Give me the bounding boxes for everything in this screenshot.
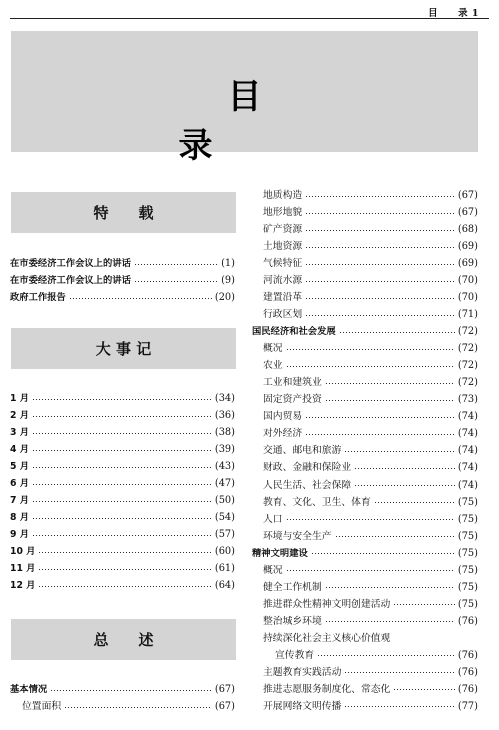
toc-entry[interactable]: [252, 324, 478, 340]
toc-entry[interactable]: [10, 527, 235, 543]
dot-leader: [325, 383, 455, 384]
toc-entry-title: 1 月: [10, 393, 30, 404]
toc-entry-title: 对外经济: [263, 428, 303, 440]
dot-leader: [344, 706, 455, 707]
toc-entry[interactable]: [275, 648, 478, 664]
toc-page-number: (77): [457, 700, 478, 712]
toc-page-number: (72): [457, 360, 478, 372]
toc-page-number: (68): [457, 224, 478, 236]
toc-page-number: (75): [457, 530, 478, 542]
toc-entry[interactable]: [263, 495, 478, 511]
toc-entry[interactable]: [10, 476, 235, 492]
toc-entry-title: 环境与安全生产: [263, 530, 332, 542]
toc-entry-title: 3 月: [10, 427, 30, 438]
toc-page-number: (75): [457, 581, 478, 593]
toc-entry[interactable]: [263, 239, 478, 255]
toc-entry-title: 教育、文化、卫生、体育: [263, 496, 371, 508]
toc-entry-title: 推进志愿服务制度化、常态化: [263, 683, 391, 695]
dot-leader: [305, 230, 455, 231]
toc-entry-title: 人口: [263, 513, 283, 525]
toc-entry[interactable]: [10, 408, 235, 424]
toc-entry[interactable]: [10, 544, 235, 560]
toc-page-number: (20): [214, 292, 235, 303]
toc-entry-title: 农业: [263, 360, 283, 372]
toc-page-number: (57): [214, 529, 235, 540]
toc-entry[interactable]: [263, 256, 478, 272]
toc-entry[interactable]: [263, 205, 478, 221]
toc-entry[interactable]: [263, 478, 478, 494]
toc-entry-title: 推进群众性精神文明创建活动: [263, 598, 391, 610]
dot-leader: [32, 450, 212, 451]
section-zongshu: 总 述: [11, 619, 236, 660]
toc-entry-title: 在市委经济工作会议上的讲话: [10, 275, 131, 286]
toc-entry-title: 精神文明建设: [252, 547, 308, 559]
toc-entry[interactable]: [263, 512, 478, 528]
toc-page-number: (72): [457, 343, 478, 355]
toc-page-number: (72): [457, 326, 478, 338]
dot-leader: [38, 552, 211, 553]
dot-leader: [32, 501, 212, 502]
dot-leader: [286, 519, 455, 520]
dot-leader: [50, 690, 212, 691]
toc-page-number: (76): [457, 649, 478, 661]
toc-page-number: (70): [457, 275, 478, 287]
toc-page-number: (34): [214, 393, 235, 404]
toc-page-number: (76): [457, 683, 478, 695]
dot-leader: [305, 196, 455, 197]
toc-page-number: (67): [214, 701, 235, 712]
dot-leader: [393, 604, 455, 605]
dot-leader: [374, 502, 455, 503]
toc-entry-title: 财政、金融和保险业: [263, 462, 352, 474]
dot-leader: [305, 281, 455, 282]
toc-page-number: (74): [457, 462, 478, 474]
toc-entry-title: 国民经济和社会发展: [252, 326, 336, 338]
toc-entry-title: 人民生活、社会保障: [263, 479, 352, 491]
toc-entry-title: 主题教育实践活动: [263, 666, 342, 678]
toc-entry-title: 政府工作报告: [10, 292, 66, 303]
dot-leader: [317, 655, 455, 656]
toc-page-number: (72): [457, 377, 478, 389]
toc-entry[interactable]: [263, 631, 478, 647]
toc-entry[interactable]: [263, 222, 478, 238]
toc-page-number: (38): [214, 427, 235, 438]
toc-entry-title: 概况: [263, 343, 283, 355]
toc-entry[interactable]: [263, 529, 478, 545]
dot-leader: [286, 349, 455, 350]
toc-entry[interactable]: [263, 563, 478, 579]
toc-entry-title: 6 月: [10, 478, 30, 489]
toc-entry-title: 地质构造: [263, 190, 303, 201]
toc-entry-title: 2 月: [10, 410, 30, 421]
toc-entry-title: 概况: [263, 564, 283, 576]
dot-leader: [32, 416, 212, 417]
dot-leader: [32, 535, 212, 536]
dot-leader: [344, 672, 455, 673]
toc-entry-title: 国内贸易: [263, 411, 303, 423]
toc-page-number: (76): [457, 666, 478, 678]
toc-entry[interactable]: [263, 614, 478, 630]
toc-entry[interactable]: [263, 409, 478, 425]
toc-page-number: (39): [214, 444, 235, 455]
toc-page-number: (70): [457, 292, 478, 304]
toc-entry[interactable]: [10, 425, 235, 441]
dot-leader: [325, 621, 455, 622]
toc-entry-title: 9 月: [10, 529, 30, 540]
toc-entry-title: 位置面积: [22, 701, 62, 712]
toc-page-number: (1): [221, 258, 235, 269]
toc-page-number: (74): [457, 479, 478, 491]
toc-entry[interactable]: [10, 682, 235, 698]
dot-leader: [134, 281, 218, 282]
dot-leader: [32, 467, 212, 468]
dot-leader: [286, 570, 455, 571]
toc-entry[interactable]: [263, 307, 478, 323]
toc-page-number: (50): [214, 495, 235, 506]
toc-page-number: (74): [457, 428, 478, 440]
toc-entry[interactable]: [10, 561, 235, 577]
dot-leader: [286, 366, 455, 367]
toc-entry-title: 行政区划: [263, 309, 303, 321]
toc-entry-title: 持续深化社会主义核心价值观: [263, 632, 391, 644]
toc-entry[interactable]: [10, 256, 235, 272]
header-rule: [10, 18, 489, 19]
running-head: 目 录 1: [428, 8, 479, 19]
toc-entry-title: 宣传教育: [275, 649, 315, 661]
dot-leader: [305, 298, 455, 299]
toc-entry[interactable]: [263, 665, 478, 681]
toc-entry[interactable]: [22, 699, 235, 715]
dot-leader: [344, 451, 455, 452]
toc-page-number: (60): [214, 546, 235, 557]
dot-leader: [32, 433, 212, 434]
toc-entry[interactable]: [263, 426, 478, 442]
toc-entry-title: 整治城乡环境: [263, 615, 322, 627]
toc-entry[interactable]: [10, 391, 235, 407]
toc-entry[interactable]: [263, 375, 478, 391]
toc-page-number: (9): [221, 275, 235, 286]
toc-page-number: (75): [457, 598, 478, 610]
toc-page-number: (71): [457, 309, 478, 321]
toc-entry[interactable]: [10, 578, 235, 594]
toc-entry-title: 基本情况: [10, 684, 48, 695]
toc-entry[interactable]: [263, 580, 478, 596]
dot-leader: [339, 332, 455, 333]
toc-page-number: (74): [457, 445, 478, 457]
toc-entry[interactable]: [263, 443, 478, 459]
toc-page-number: (67): [457, 207, 478, 219]
toc-page-number: (69): [457, 241, 478, 253]
toc-page-number: (47): [214, 478, 235, 489]
dot-leader: [305, 315, 455, 316]
toc-page-number: (76): [457, 615, 478, 627]
toc-entry[interactable]: [263, 597, 478, 613]
toc-page-number: (74): [457, 411, 478, 423]
toc-page-number: (67): [214, 684, 235, 695]
dot-leader: [38, 569, 211, 570]
dot-leader: [305, 213, 455, 214]
toc-page-number: (61): [214, 563, 235, 574]
toc-page-number: (69): [457, 258, 478, 270]
dot-leader: [134, 264, 218, 265]
toc-entry[interactable]: [10, 442, 235, 458]
toc-entry[interactable]: [263, 341, 478, 357]
toc-entry-title: 工业和建筑业: [263, 377, 322, 389]
toc-entry[interactable]: [263, 273, 478, 289]
toc-entry[interactable]: [10, 459, 235, 475]
toc-entry[interactable]: [263, 290, 478, 306]
dot-leader: [305, 264, 455, 265]
toc-entry[interactable]: [263, 188, 478, 204]
toc-entry-title: 12 月: [10, 580, 36, 591]
toc-entry-title: 4 月: [10, 444, 30, 455]
dot-leader: [325, 400, 455, 401]
dot-leader: [32, 518, 212, 519]
dot-leader: [305, 417, 455, 418]
dot-leader: [32, 484, 212, 485]
toc-entry-title: 5 月: [10, 461, 30, 472]
toc-entry[interactable]: [10, 493, 235, 509]
dot-leader: [32, 399, 212, 400]
toc-entry-title: 健全工作机制: [263, 581, 322, 593]
toc-page-number: (75): [457, 496, 478, 508]
dot-leader: [325, 587, 455, 588]
toc-entry-title: 8 月: [10, 512, 30, 523]
toc-page-number: (36): [214, 410, 235, 421]
toc-entry[interactable]: [263, 392, 478, 408]
toc-page-number: (75): [457, 564, 478, 576]
dot-leader: [335, 536, 455, 537]
toc-entry-title: 固定资产投资: [263, 394, 322, 406]
dot-leader: [305, 434, 455, 435]
dot-leader: [393, 689, 455, 690]
toc-entry[interactable]: [10, 510, 235, 526]
dot-leader: [38, 586, 211, 587]
toc-page-number: (73): [457, 394, 478, 406]
dot-leader: [64, 707, 212, 708]
dot-leader: [354, 468, 455, 469]
toc-entry[interactable]: [263, 699, 478, 715]
toc-entry[interactable]: [263, 682, 478, 698]
section-dashiji: 大 事 记: [11, 328, 236, 369]
toc-entry-title: 气候特征: [263, 258, 303, 270]
toc-entry[interactable]: [10, 290, 235, 306]
toc-entry-title: 7 月: [10, 495, 30, 506]
toc-entry-title: 开展网络文明传播: [263, 700, 342, 712]
dot-leader: [354, 485, 455, 486]
toc-page-number: (43): [214, 461, 235, 472]
toc-page-number: (64): [214, 580, 235, 591]
toc-entry-title: 11 月: [10, 563, 36, 574]
toc-entry-title: 建置沿革: [263, 292, 303, 304]
section-tezai: 特 载: [11, 192, 236, 233]
toc-page-number: (67): [457, 190, 478, 201]
dot-leader: [311, 553, 455, 554]
toc-entry-title: 地形地貌: [263, 207, 303, 219]
toc-entry[interactable]: [10, 273, 235, 289]
toc-entry-title: 交通、邮电和旅游: [263, 445, 342, 457]
toc-entry-title: 矿产资源: [263, 224, 303, 236]
toc-page-number: (75): [457, 513, 478, 525]
toc-page-number: (54): [214, 512, 235, 523]
title-banner: [11, 31, 492, 166]
dot-leader: [305, 247, 455, 248]
page-title: 目 录: [178, 77, 492, 166]
dot-leader: [69, 298, 212, 299]
toc-page-number: (75): [457, 547, 478, 559]
toc-entry-title: 河流水源: [263, 275, 303, 287]
toc-entry-title: 10 月: [10, 546, 36, 557]
toc-entry[interactable]: [263, 460, 478, 476]
toc-entry-title: 在市委经济工作会议上的讲话: [10, 258, 131, 269]
toc-entry-title: 土地资源: [263, 241, 303, 253]
toc-entry[interactable]: [263, 358, 478, 374]
toc-entry[interactable]: [252, 546, 478, 562]
